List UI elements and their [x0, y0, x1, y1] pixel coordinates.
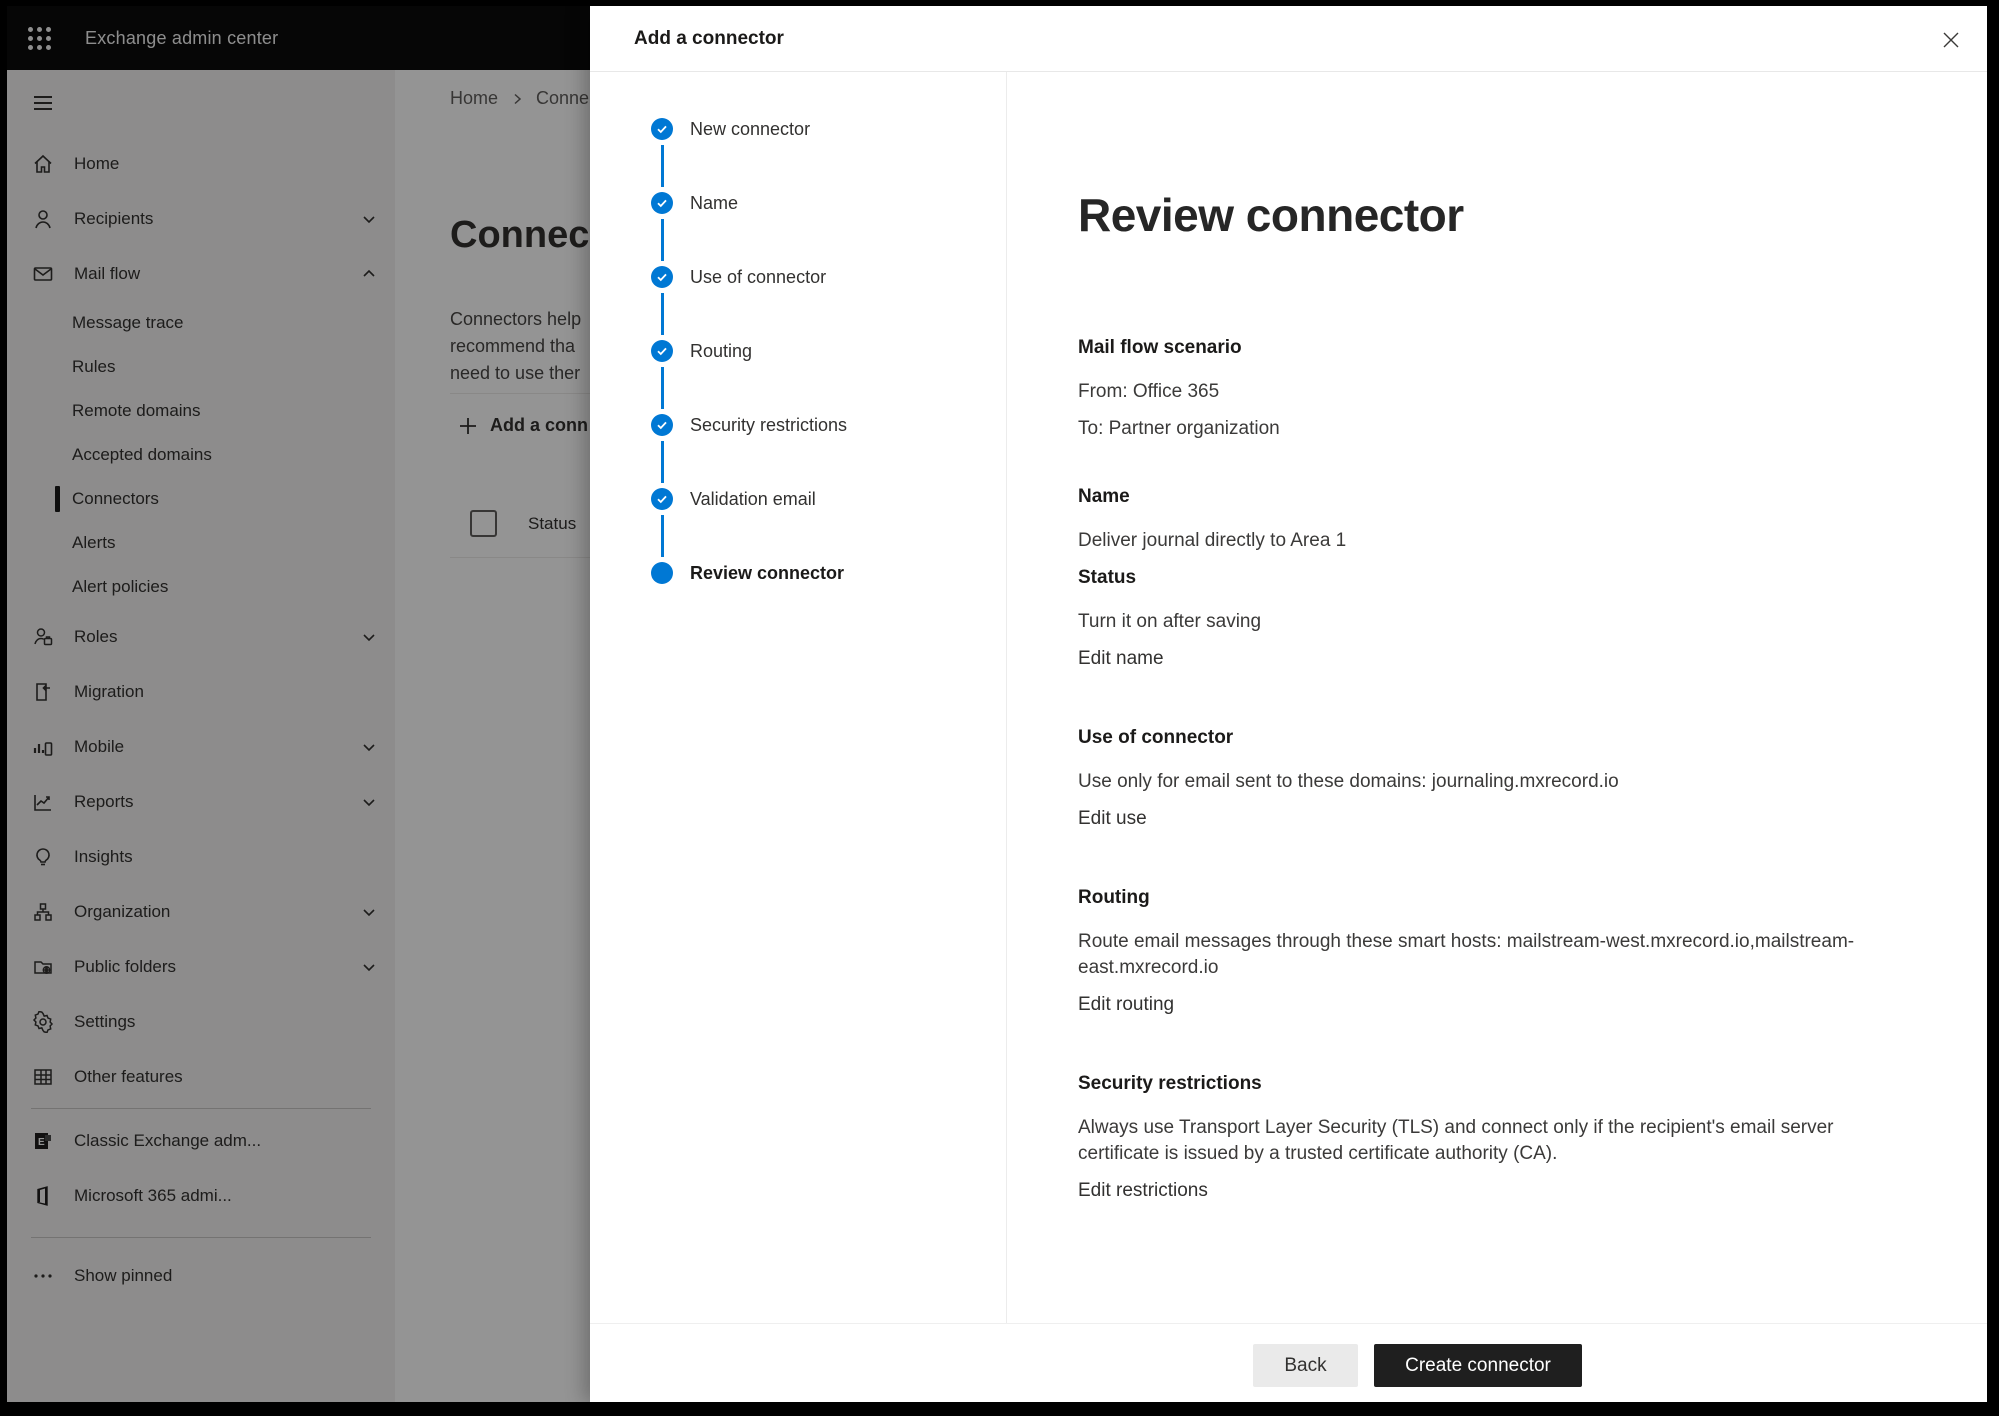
edit-use-link[interactable]: Edit use: [1078, 808, 1147, 829]
sidebar-item-home[interactable]: Home: [7, 136, 395, 191]
mail-flow-to: To: Partner organization: [1078, 418, 1280, 439]
step-complete-icon: [651, 118, 673, 140]
edit-name-link[interactable]: Edit name: [1078, 648, 1164, 669]
edit-routing-link[interactable]: Edit routing: [1078, 994, 1175, 1015]
sidebar-item-organization[interactable]: Organization: [7, 884, 395, 939]
section-heading: Mail flow scenario: [1078, 337, 1242, 358]
sidebar-item-other-features[interactable]: Other features: [7, 1049, 395, 1104]
wizard-stepper: [590, 72, 1007, 1323]
sidebar-item-message-trace[interactable]: Message trace: [72, 313, 184, 332]
app-title: Exchange admin center: [85, 27, 279, 48]
step-complete-icon: [651, 192, 673, 214]
close-icon: [1941, 30, 1961, 50]
status-column-header: Status: [528, 514, 577, 533]
sidebar-item-rules[interactable]: Rules: [72, 357, 116, 376]
sidebar-item-roles[interactable]: Roles: [7, 609, 395, 664]
screen: [7, 6, 1987, 1402]
page-title: Connec: [450, 214, 590, 256]
sidebar-item-settings[interactable]: Settings: [7, 994, 395, 1049]
sidebar-item-connectors[interactable]: Connectors: [7, 477, 395, 521]
sidebar-item-remote-domains[interactable]: Remote domains: [72, 401, 201, 420]
name-value: Deliver journal directly to Area 1: [1078, 530, 1347, 551]
section-heading: Routing: [1078, 887, 1150, 908]
review-content: [1078, 72, 1947, 1323]
security-value: Always use Transport Layer Security (TLS) and connect only if the recipient's email server certificate is issued by a trusted certificate authority (CA).: [1078, 1117, 1834, 1164]
step-complete-icon: [651, 488, 673, 510]
breadcrumb-current: Conne: [536, 88, 590, 108]
section-heading: Use of connector: [1078, 727, 1234, 748]
step-current-icon: [651, 562, 673, 584]
edit-restrictions-link[interactable]: Edit restrictions: [1078, 1180, 1208, 1201]
review-title: Review connector: [1078, 189, 1464, 241]
sidebar-item-mail-flow[interactable]: Mail flow: [7, 246, 395, 301]
step-new-connector[interactable]: New connector: [651, 118, 1006, 192]
routing-value: Route email messages through these smart hosts: mailstream-west.mxrecord.io,mailstream-east.mxrecord.io: [1078, 931, 1855, 978]
status-value: Turn it on after saving: [1078, 611, 1262, 632]
step-review-connector[interactable]: Review connector: [651, 562, 1006, 636]
step-validation-email[interactable]: Validation email: [651, 488, 1006, 562]
add-connector-button[interactable]: Add a conn: [458, 415, 588, 436]
create-connector-button[interactable]: Create connector: [1374, 1344, 1582, 1387]
sidebar-item-recipients[interactable]: Recipients: [7, 191, 395, 246]
back-button[interactable]: Back: [1253, 1344, 1358, 1387]
section-heading: Security restrictions: [1078, 1073, 1262, 1094]
section-heading: Name: [1078, 486, 1130, 507]
use-of-connector-section: [1078, 725, 1908, 843]
svg-text:E: E: [38, 1136, 45, 1148]
name-section: [1078, 484, 1908, 683]
sidebar-item-classic-exchange[interactable]: E Classic Exchange adm...: [7, 1113, 395, 1168]
panel-header: [590, 6, 1987, 72]
sidebar-item-insights[interactable]: Insights: [7, 829, 395, 884]
step-complete-icon: [651, 340, 673, 362]
sidebar-item-m365-admin[interactable]: Microsoft 365 admi...: [7, 1168, 395, 1223]
step-complete-icon: [651, 414, 673, 436]
routing-section: [1078, 885, 1908, 1029]
step-security-restrictions[interactable]: Security restrictions: [651, 414, 1006, 488]
sidebar-item-mobile[interactable]: Mobile: [7, 719, 395, 774]
add-connector-panel: [590, 6, 1987, 1402]
status-heading: Status: [1078, 567, 1137, 588]
close-button[interactable]: [1929, 18, 1973, 62]
security-restrictions-section: [1078, 1071, 1908, 1215]
panel-title: Add a connector: [634, 27, 784, 49]
sidebar-item-alert-policies[interactable]: Alert policies: [72, 577, 169, 596]
sidebar-item-migration[interactable]: Migration: [7, 664, 395, 719]
page-description: Connectors help recommend tha need to use ther: [450, 309, 582, 383]
sidebar-item-show-pinned[interactable]: Show pinned: [7, 1248, 395, 1303]
mail-flow-scenario-section: [1078, 335, 1908, 442]
use-value: Use only for email sent to these domains: journaling.mxrecord.io: [1078, 771, 1619, 792]
sidebar-item-reports[interactable]: Reports: [7, 774, 395, 829]
step-use-of-connector[interactable]: Use of connector: [651, 266, 1006, 340]
mail-flow-from: From: Office 365: [1078, 381, 1220, 402]
breadcrumb-home-link[interactable]: Home: [450, 88, 499, 108]
step-name[interactable]: Name: [651, 192, 1006, 266]
sidebar-item-accepted-domains[interactable]: Accepted domains: [72, 445, 212, 464]
sidebar-item-alerts[interactable]: Alerts: [72, 533, 116, 552]
sidebar-item-public-folders[interactable]: Public folders: [7, 939, 395, 994]
panel-footer: [590, 1323, 1987, 1402]
step-routing[interactable]: Routing: [651, 340, 1006, 414]
step-complete-icon: [651, 266, 673, 288]
